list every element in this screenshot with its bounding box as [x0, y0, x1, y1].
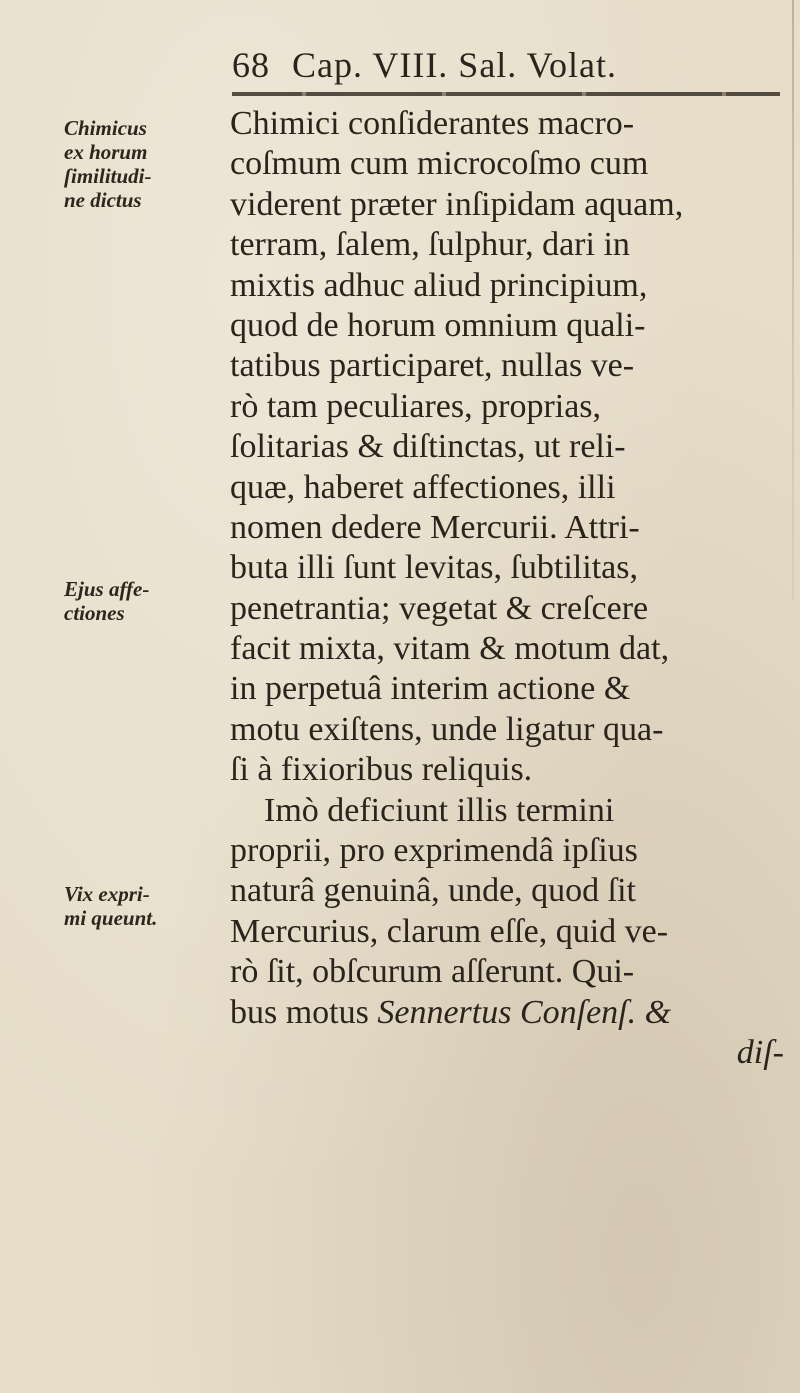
text-line: rò ſit, obſcurum aſſerunt. Qui-: [230, 953, 635, 991]
text-line: proprii, pro exprimendâ ipſius: [230, 832, 638, 870]
margin-note-chimicus: [64, 116, 214, 212]
text-line: penetrantia; vegetat & creſcere: [230, 589, 649, 627]
margin-note-line: ſimilitudi-: [64, 164, 152, 188]
text-line: mixtis adhuc aliud principium,: [230, 266, 648, 304]
margin-note-line: Vix expri-: [64, 882, 150, 906]
citation-run: Sennertus Conſenſ. &: [377, 993, 672, 1031]
chapter-title: Cap. VIII. Sal. Volat.: [292, 45, 617, 85]
text-line: nomen dedere Mercurii. Attri-: [230, 508, 640, 546]
margin-note-line: ex horum: [64, 140, 148, 164]
text-line: viderent præter inſipidam aquam,: [230, 185, 684, 223]
margin-note-line: ne dictus: [64, 188, 142, 212]
text-line: facit mixta, vitam & motum dat,: [230, 630, 670, 668]
text-line: ſolitarias & diſtinctas, ut reli-: [230, 428, 626, 466]
text-line: in perpetuâ interim actione &: [230, 670, 631, 708]
text-line: naturâ genuinâ, unde, quod ſit: [230, 872, 637, 910]
text-line: motu exiſtens, unde ligatur qua-: [230, 710, 664, 748]
page-number: 68: [232, 45, 270, 85]
text-line: Chimici conſiderantes macro-: [230, 105, 635, 142]
text-line: rò tam peculiares, proprias,: [230, 387, 602, 425]
text-line: Mercurius, clarum eſſe, quid ve-: [230, 912, 669, 950]
catchword: diſ-: [736, 1033, 784, 1071]
text-line: quæ, haberet affectiones, illi: [230, 468, 616, 506]
margin-note-vix-exprimi: [64, 882, 214, 930]
running-head: [232, 44, 752, 88]
text-line: ſi à fixioribus reliquis.: [230, 751, 533, 789]
margin-note-line: ctiones: [64, 601, 125, 625]
text-line-paragraph-start: Imò deficiunt illis termini: [264, 791, 615, 829]
page-edge-shadow: [792, 0, 794, 600]
margin-note-affectiones: [64, 577, 214, 625]
text-line: coſmum cum microcoſmo cum: [230, 145, 649, 183]
head-rule: [232, 92, 780, 96]
body-text: [230, 104, 790, 1073]
margin-note-line: Ejus affe-: [64, 577, 150, 601]
text-line: terram, ſalem, ſulphur, dari in: [230, 226, 630, 264]
text-line: buta illi ſunt levitas, ſubtilitas,: [230, 549, 638, 587]
text-line: tatibus participaret, nullas ve-: [230, 347, 635, 385]
text-run: bus motus: [230, 993, 369, 1031]
margin-note-line: mi queunt.: [64, 906, 158, 930]
text-line-with-citation: [230, 993, 790, 1033]
catchword-line: [230, 1033, 790, 1073]
text-line: quod de horum omnium quali-: [230, 306, 646, 344]
margin-note-line: Chimicus: [64, 116, 147, 140]
